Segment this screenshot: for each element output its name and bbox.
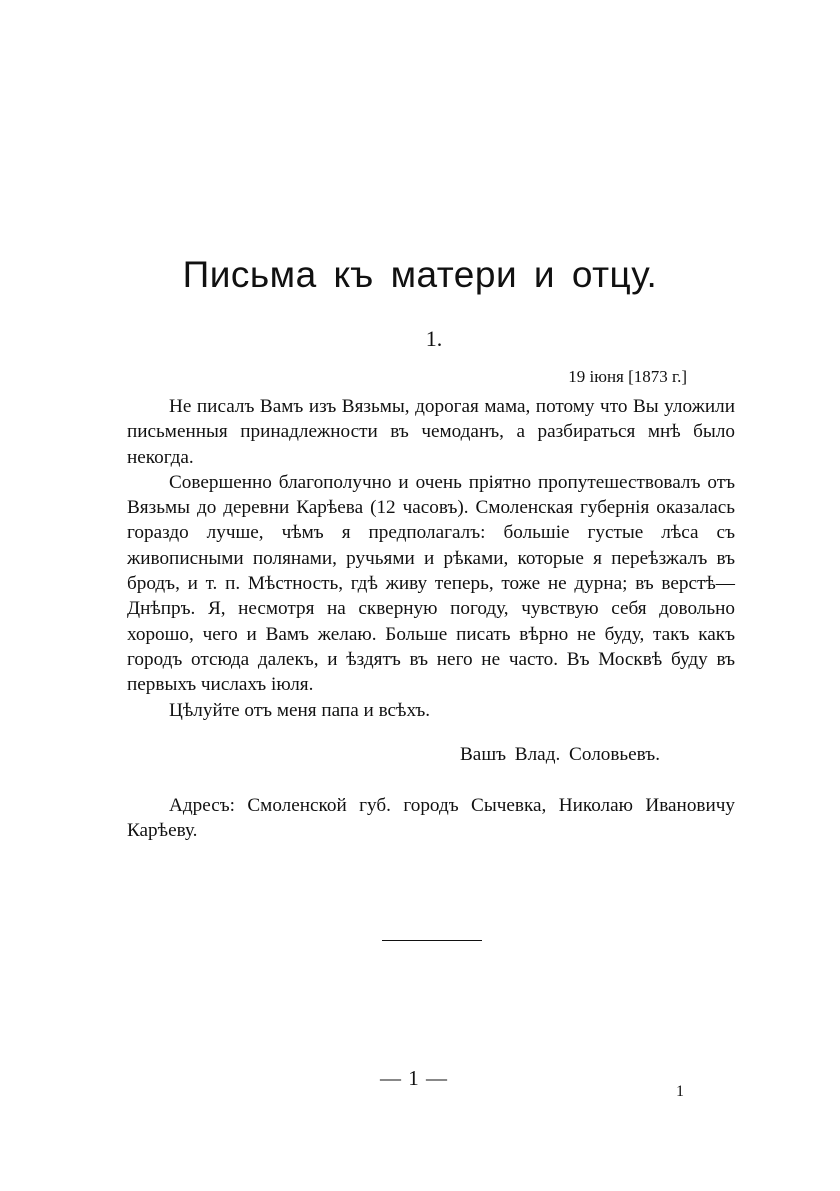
letter-signature: Вашъ Влад. Соловьевъ. (460, 744, 660, 765)
section-divider (382, 940, 482, 941)
letter-number: 1. (425, 326, 443, 351)
letter-date: 19 іюня [1873 г.] (568, 367, 687, 386)
address-text: Адресъ: Смоленской губ. городъ Сычевка, Николаю Ивановичу Карѣеву. (127, 795, 735, 842)
paragraph-2: Совершенно благополучно и очень пріятно пропутешествовалъ отъ Вязьмы до деревни Карѣева (12 часовъ). Смоленская губернія оказалась гораздо лучше, чѣмъ я предполагалъ: большіе густые лѣса съ живописными полянами, ручьями и рѣками, которые я переѣзжалъ въ бродъ, и т. п. Мѣстность, гдѣ живу теперь, тоже не дурна; въ верстѣ—Днѣпръ. Я, несмотря на скверную погоду, чувствую себя довольно хорошо, чего и Вамъ желаю. Больше писать вѣрно не буду, такъ какъ городъ отсюда далекъ, и ѣздятъ въ него не часто. Въ Москвѣ буду въ первыхъ числахъ іюля. (127, 471, 735, 696)
paragraph-1: Не писалъ Вамъ изъ Вязьмы, дорогая мама, потому что Вы уложили письменныя принадлежности въ чемоданъ, а разбираться мнѣ было некогда. (127, 396, 735, 468)
letter-body (127, 394, 735, 723)
printer-signature-mark: 1 (676, 1083, 684, 1100)
page-number: — 1 — (380, 1066, 448, 1090)
address-block (127, 793, 735, 844)
paragraph-3: Цѣлуйте отъ меня папа и всѣхъ. (169, 699, 431, 721)
page-title: Письма къ матери и отцу. (182, 254, 658, 295)
